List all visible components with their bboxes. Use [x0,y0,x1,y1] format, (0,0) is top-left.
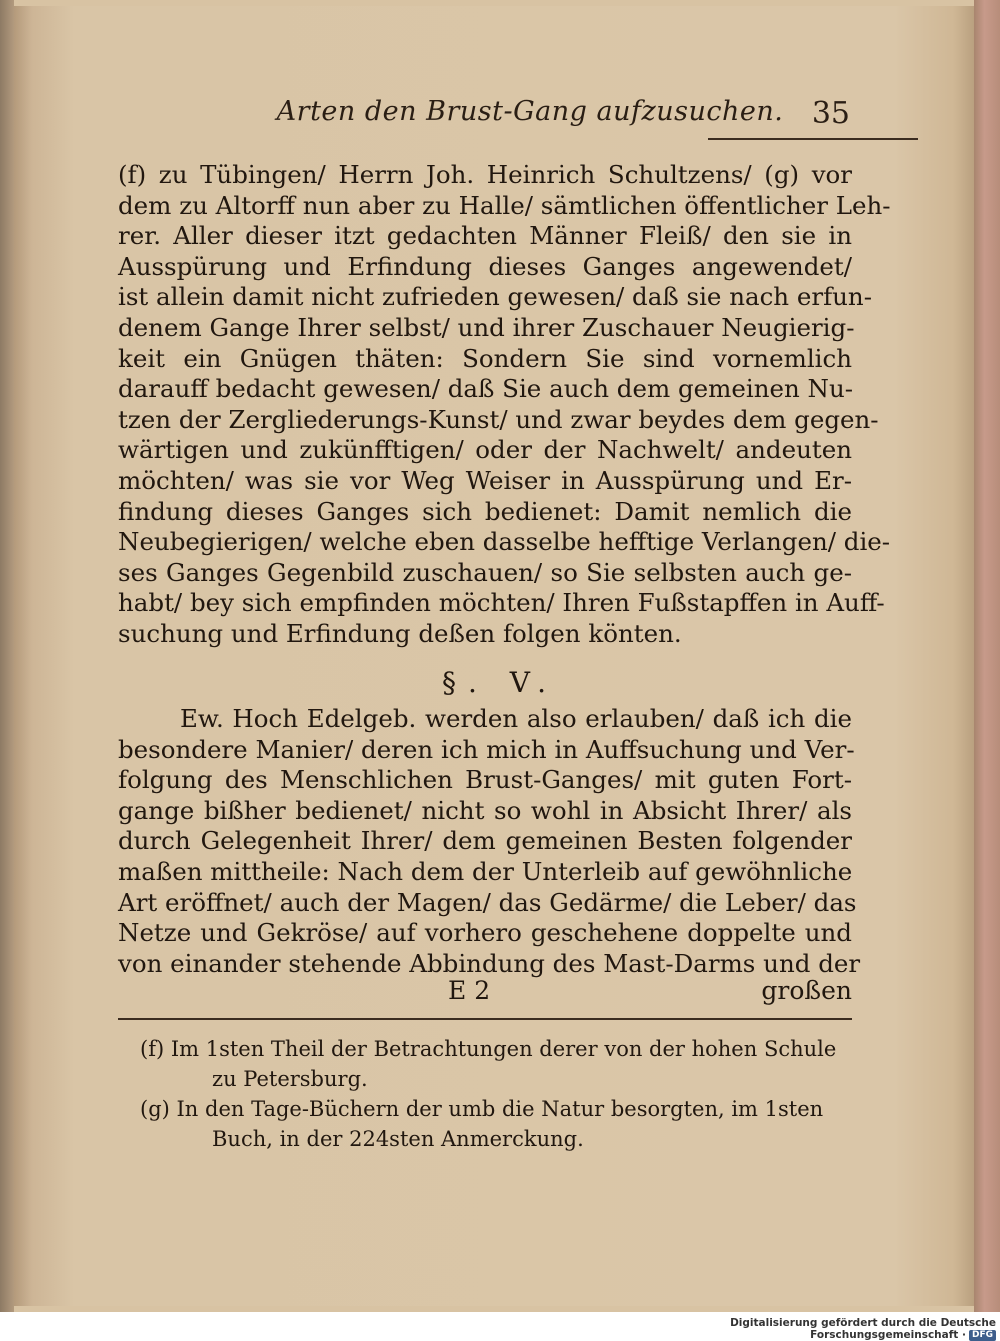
catchword: großen [761,976,852,1005]
text-line: darauff bedacht gewesen/ daß Sie auch dem gemeinen Nu- [118,374,854,404]
cover-edge [974,0,1000,1312]
text-line: keit ein Gnügen thäten: Sondern Sie sind vornemlich [118,343,852,373]
header-rule [708,138,918,140]
text-line: wärtigen und zukünfftigen/ oder der Nachwelt/ andeuten [118,435,852,465]
section-heading: §. V. [441,666,559,699]
text-line: habt/ bey sich empfinden möchten/ Ihren Fußstapffen in Auff- [118,588,885,618]
text-line: maßen mittheile: Nach dem der Unterleib auf gewöhnliche [118,856,853,886]
text-line: Netze und Gekröse/ auf vorhero geschehene doppelte und [118,918,852,948]
text-line: folgung des Menschlichen Brust-Ganges/ mit guten Fort- [118,765,852,795]
text-line: tzen der Zergliederungs-Kunst/ und zwar beydes dem gegen- [118,404,879,434]
footnote-f: (f) Im 1sten Theil der Betrachtungen derer von der hohen Schule [140,1037,837,1061]
page-header [120,96,850,136]
text-line: denem Gange Ihrer selbst/ und ihrer Zuschauer Neugierig- [118,312,855,342]
text-line: Art eröffnet/ auch der Magen/ das Gedärme/ die Leber/ das [118,887,857,917]
text-line: rer. Aller dieser itzt gedachten Männer Fleiß/ den sie in [118,221,852,251]
text-line: gange bißher bedienet/ nicht so wohl in Absicht Ihrer/ als [118,795,852,825]
footnote-g: (g) In den Tage-Büchern der umb die Natur besorgten, im 1sten [140,1097,824,1121]
text-line: suchung und Erfindung deßen folgen könten. [118,618,682,648]
text-line: von einander stehende Abbindung des Mast-Darms und der [118,948,861,978]
footnote-f-continuation: zu Petersburg. [212,1067,368,1091]
credit-text: Digitalisierung gefördert durch die Deutsche Forschungsgemeinschaft · [730,1317,996,1341]
footnote-rule [118,1018,852,1020]
text-line: besondere Manier/ deren ich mich in Auffsuchung und Ver- [118,734,855,764]
text-line: ses Ganges Gegenbild zuschauen/ so Sie selbsten auch ge- [118,557,852,587]
running-head: Arten den Brust-Gang aufzusuchen. [276,96,784,127]
text-line: dem zu Altorff nun aber zu Halle/ sämtlichen öffentlicher Leh- [118,190,891,220]
text-line: durch Gelegenheit Ihrer/ dem gemeinen Besten folgender [118,826,852,856]
signature-mark: E 2 [448,976,491,1005]
dfg-logo: DFG [969,1330,996,1341]
paragraph-2 [118,704,861,979]
paragraph-1 [118,160,891,650]
digitization-credit [596,1317,996,1341]
catchword-line [118,976,852,1010]
footnote-g-continuation: Buch, in der 224sten Anmerckung. [212,1127,584,1151]
text-line: Neubegierigen/ welche eben dasselbe hefftige Verlangen/ die- [118,527,891,557]
gutter-shadow [0,0,14,1312]
text-line: (f) zu Tübingen/ Herrn Joh. Heinrich Schultzens/ (g) vor [118,160,852,189]
text-line: Ew. Hoch Edelgeb. werden also erlauben/ daß ich die [180,704,852,733]
text-line: möchten/ was sie vor Weg Weiser in Ausspürung und Er- [118,465,852,495]
text-line: ist allein damit nicht zufrieden gewesen/ daß sie nach erfun- [118,282,872,312]
page-number: 35 [811,96,850,131]
text-line: findung dieses Ganges sich bedienet: Damit nemlich die [118,496,852,526]
text-line: Ausspürung und Erfindung dieses Ganges angewendet/ [118,251,852,281]
footnotes [140,1034,852,1154]
